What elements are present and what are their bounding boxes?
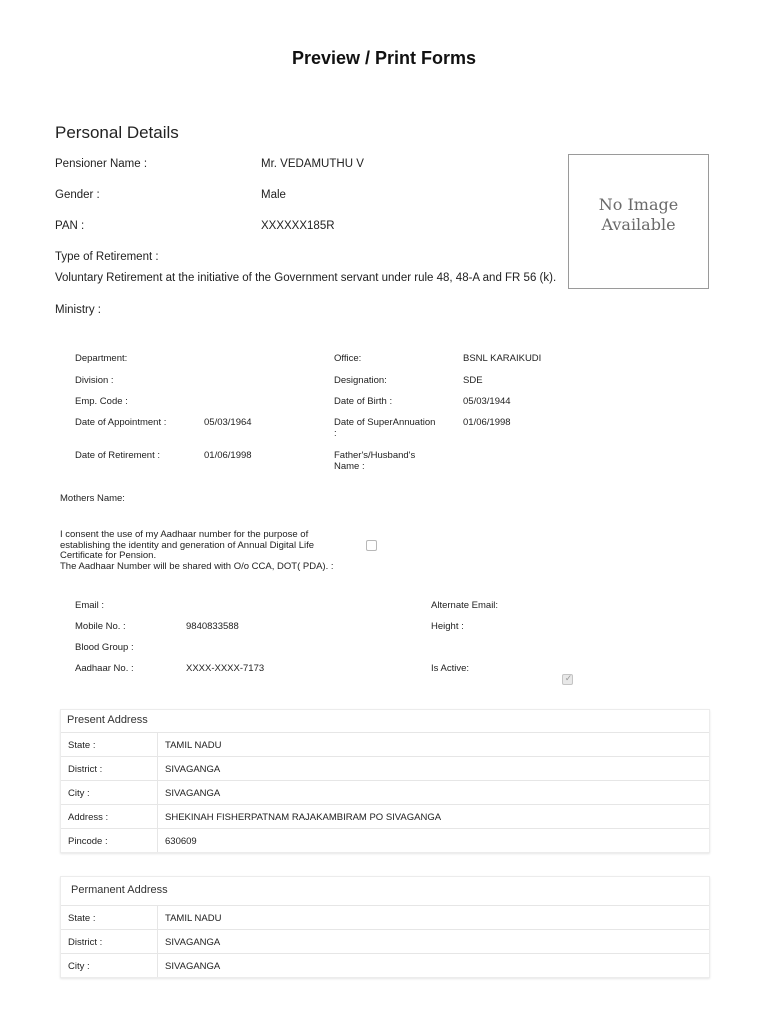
dor-label: Date of Retirement : bbox=[75, 450, 161, 461]
height-label: Height : bbox=[431, 621, 464, 632]
address-value: SIVAGANGA bbox=[165, 764, 221, 775]
aadhaar-label: Aadhaar No. : bbox=[75, 663, 134, 674]
row-divider bbox=[157, 781, 158, 804]
address-value: TAMIL NADU bbox=[165, 913, 222, 924]
mothers-name-label: Mothers Name: bbox=[60, 493, 125, 504]
email-label: Email : bbox=[75, 600, 105, 611]
address-label: State : bbox=[68, 740, 96, 751]
row-divider bbox=[157, 829, 158, 852]
doa-label: Date of Appointment : bbox=[75, 417, 167, 428]
pensioner-name-label: Pensioner Name : bbox=[55, 158, 148, 170]
address-label: City : bbox=[68, 961, 90, 972]
page-title: Preview / Print Forms bbox=[291, 48, 477, 68]
row-divider bbox=[157, 954, 158, 977]
pan-value: XXXXXX185R bbox=[261, 220, 335, 232]
emp-code-label: Emp. Code : bbox=[75, 396, 128, 407]
gender-label: Gender : bbox=[55, 189, 100, 201]
address-row-state bbox=[61, 733, 709, 757]
office-label: Office: bbox=[334, 353, 362, 364]
aadhaar-value: XXXX-XXXX-7173 bbox=[186, 663, 265, 674]
retirement-type-label: Type of Retirement : bbox=[55, 251, 159, 263]
pan-label: PAN : bbox=[55, 220, 85, 232]
mobile-label: Mobile No. : bbox=[75, 621, 126, 632]
consent-line: establishing the identity and generation of Annual Digital Life bbox=[60, 539, 315, 551]
dob-value: 05/03/1944 bbox=[463, 396, 511, 407]
permanent-address-card bbox=[60, 876, 710, 978]
office-value: BSNL KARAIKUDI bbox=[463, 353, 542, 364]
row-divider bbox=[157, 757, 158, 780]
address-row-pincode bbox=[61, 829, 709, 852]
consent-line: I consent the use of my Aadhaar number for the purpose of bbox=[60, 529, 309, 540]
address-value: SIVAGANGA bbox=[165, 937, 221, 948]
address-row-address bbox=[61, 805, 709, 829]
dor-value: 01/06/1998 bbox=[204, 450, 252, 461]
pensioner-name-value: Mr. VEDAMUTHU V bbox=[261, 158, 364, 170]
address-value: 630609 bbox=[165, 836, 197, 847]
gender-value: Male bbox=[261, 189, 286, 201]
checkmark-icon: ✓ bbox=[564, 673, 573, 683]
dob-label: Date of Birth : bbox=[334, 396, 393, 407]
consent-line: Certificate for Pension. bbox=[60, 550, 157, 561]
is-active-checkbox[interactable] bbox=[562, 674, 573, 685]
present-address-card bbox=[60, 709, 710, 853]
address-row-district bbox=[61, 930, 709, 954]
address-value: SIVAGANGA bbox=[165, 961, 221, 972]
retirement-type-value: Voluntary Retirement at the initiative of the Government servant under rule 48, 48-A and FR 56 (k). bbox=[55, 272, 557, 284]
address-label: District : bbox=[68, 937, 103, 948]
dosa-label: Date of SuperAnnuation : bbox=[334, 417, 436, 439]
ministry-label: Ministry : bbox=[55, 304, 101, 316]
designation-value: SDE bbox=[463, 375, 483, 386]
division-label: Division : bbox=[75, 375, 114, 386]
doa-value: 05/03/1964 bbox=[204, 417, 252, 428]
aadhaar-consent-checkbox[interactable] bbox=[366, 540, 377, 551]
address-label: Pincode : bbox=[68, 836, 108, 847]
consent-line: The Aadhaar Number will be shared with O/o CCA, DOT( PDA). : bbox=[60, 560, 334, 572]
alternate-email-label: Alternate Email: bbox=[431, 600, 499, 611]
address-row-district bbox=[61, 757, 709, 781]
father-name-label: Father's/Husband's Name : bbox=[334, 450, 416, 472]
present-address-title: Present Address bbox=[61, 710, 709, 733]
no-image-text: No Image Available bbox=[598, 195, 679, 234]
aadhaar-consent-text bbox=[60, 530, 334, 572]
row-divider bbox=[157, 906, 158, 929]
permanent-address-title: Permanent Address bbox=[61, 877, 709, 906]
address-value: SHEKINAH FISHERPATNAM RAJAKAMBIRAM PO SIVAGANGA bbox=[165, 812, 442, 823]
photo-placeholder bbox=[568, 154, 709, 289]
address-row-city bbox=[61, 781, 709, 805]
address-value: SIVAGANGA bbox=[165, 788, 221, 799]
address-row-city bbox=[61, 954, 709, 977]
section-title-personal-details: Personal Details bbox=[55, 123, 179, 142]
blood-group-label: Blood Group : bbox=[75, 642, 134, 653]
mobile-value: 9840833588 bbox=[186, 621, 239, 632]
is-active-label: Is Active: bbox=[431, 663, 470, 674]
address-label: State : bbox=[68, 913, 96, 924]
address-label: Address : bbox=[68, 812, 109, 823]
address-value: TAMIL NADU bbox=[165, 740, 222, 751]
department-label: Department: bbox=[75, 353, 128, 364]
address-label: City : bbox=[68, 788, 90, 799]
dosa-value: 01/06/1998 bbox=[463, 417, 511, 428]
address-label: District : bbox=[68, 764, 103, 775]
address-row-state bbox=[61, 906, 709, 930]
designation-label: Designation: bbox=[334, 375, 387, 386]
row-divider bbox=[157, 733, 158, 756]
row-divider bbox=[157, 805, 158, 828]
row-divider bbox=[157, 930, 158, 953]
